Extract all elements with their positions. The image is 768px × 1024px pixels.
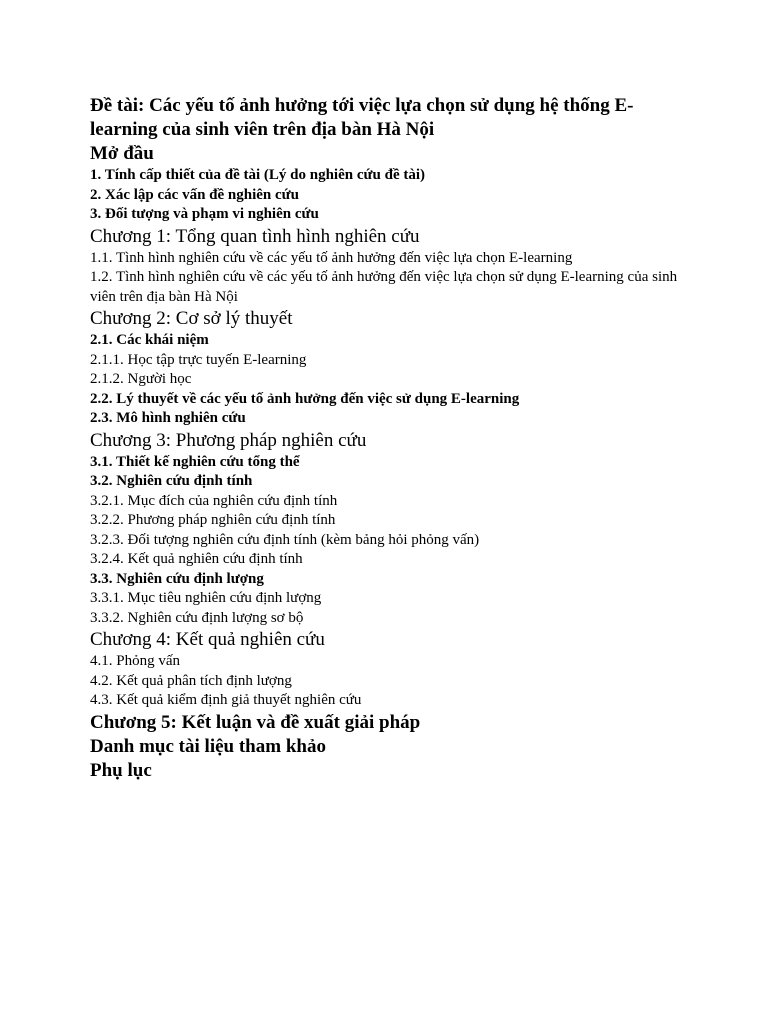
outline-body-line: 3.2.3. Đối tượng nghiên cứu định tính (kèm bảng hỏi phỏng vấn) bbox=[90, 531, 480, 548]
document-page bbox=[90, 94, 690, 783]
document-title: Đề tài: Các yếu tố ảnh hưởng tới việc lựa chọn sử dụng hệ thống E-learning của sinh viên trên địa bàn Hà Nội bbox=[90, 95, 634, 140]
outline-section-heading: 2. Xác lập các vấn đề nghiên cứu bbox=[90, 186, 300, 203]
outline-body-line: 3.2.4. Kết quả nghiên cứu định tính bbox=[90, 551, 303, 567]
outline-section-heading: 3. Đối tượng và phạm vi nghiên cứu bbox=[90, 206, 319, 222]
outline-body-line: 4.2. Kết quả phân tích định lượng bbox=[90, 672, 292, 689]
outline-chapter-heading: Chương 3: Phương pháp nghiên cứu bbox=[90, 429, 367, 451]
outline-section-heading: 2.1. Các khái niệm bbox=[90, 332, 209, 348]
outline-body-line: 2.1.2. Người học bbox=[90, 371, 192, 387]
outline-section-heading: 3.3. Nghiên cứu định lượng bbox=[90, 570, 264, 587]
outline-body-line: 3.2.1. Mục đích của nghiên cứu định tính bbox=[90, 492, 338, 509]
outline-chapter-heading: Chương 4: Kết quả nghiên cứu bbox=[90, 629, 325, 650]
outline-section-heading: 2.3. Mô hình nghiên cứu bbox=[90, 410, 246, 426]
outline-chapter-heading: Mở đầu bbox=[90, 143, 154, 164]
outline bbox=[90, 142, 690, 783]
outline-body-line: 4.1. Phỏng vấn bbox=[90, 653, 180, 669]
outline-chapter-heading: Danh mục tài liệu tham khảo bbox=[90, 735, 326, 757]
outline-body-line: 3.2.2. Phương pháp nghiên cứu định tính bbox=[90, 512, 336, 528]
outline-body-line: 3.3.2. Nghiên cứu định lượng sơ bộ bbox=[90, 609, 304, 626]
outline-body-line: 4.3. Kết quả kiểm định giả thuyết nghiên cứu bbox=[90, 692, 362, 708]
outline-body-line: 3.3.1. Mục tiêu nghiên cứu định lượng bbox=[90, 590, 322, 606]
outline-body-line: 1.1. Tình hình nghiên cứu về các yếu tố ảnh hưởng đến việc lựa chọn E-learning bbox=[90, 249, 573, 266]
outline-section-heading: 3.2. Nghiên cứu định tính bbox=[90, 473, 253, 489]
outline-section-heading: 1. Tính cấp thiết của đề tài (Lý do nghiên cứu đề tài) bbox=[90, 167, 426, 183]
outline-chapter-heading: Phụ lục bbox=[90, 759, 152, 781]
outline-body-line: 1.2. Tình hình nghiên cứu về các yếu tố ảnh hưởng đến việc lựa chọn sử dụng E-learning của sinh viên trên địa bàn Hà Nội bbox=[90, 269, 678, 305]
outline-chapter-heading: Chương 5: Kết luận và đề xuất giải pháp bbox=[90, 711, 421, 733]
outline-section-heading: 2.2. Lý thuyết về các yếu tố ảnh hưởng đến việc sử dụng E-learning bbox=[90, 390, 520, 407]
outline-chapter-heading: Chương 1: Tổng quan tình hình nghiên cứu bbox=[90, 225, 420, 247]
outline-section-heading: 3.1. Thiết kế nghiên cứu tổng thể bbox=[90, 453, 300, 470]
outline-body-line: 2.1.1. Học tập trực tuyến E-learning bbox=[90, 351, 307, 368]
outline-chapter-heading: Chương 2: Cơ sở lý thuyết bbox=[90, 308, 293, 329]
